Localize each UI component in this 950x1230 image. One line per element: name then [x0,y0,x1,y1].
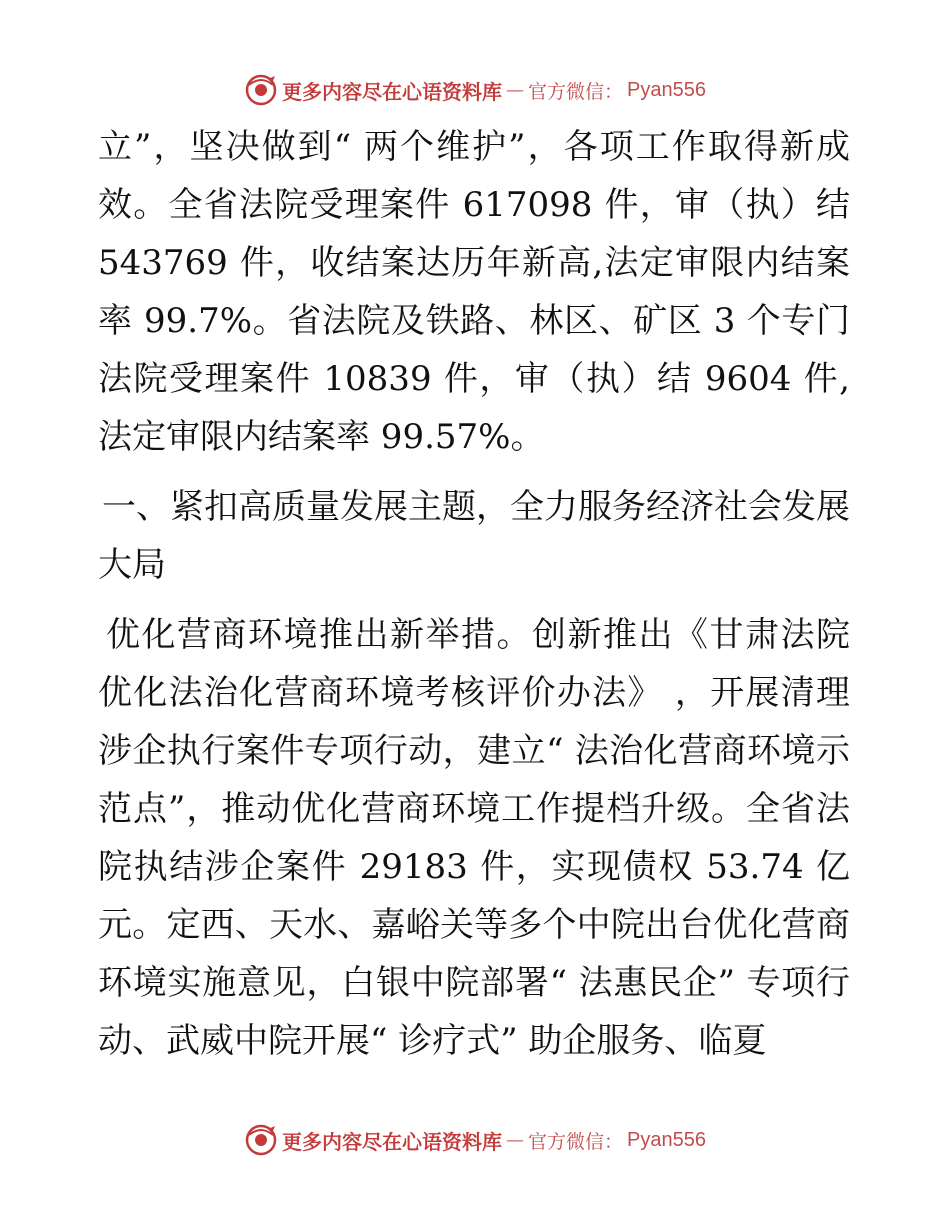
footer-watermark [0,1120,950,1160]
document-body [98,118,850,1070]
watermark-official-label: 官方微信： [528,1130,624,1153]
paragraph-summary: 立”，坚决做到“ 两个维护”，各项工作取得新成效。全省法院受理案件 617098 件，审（执）结 543769 件，收结案达历年新高,法定审限内结案率 99.7%。省法院及铁路、林区、矿区 3 个专门法院受理案件 10839 件，审（执）结 9604 件,法定审限内结案率 99.57%。 [98,127,850,457]
watermark-official-label: 官方微信： [528,80,624,103]
watermark-dash: — [506,79,524,101]
paragraph-business-environment: 优化营商环境推出新举措。创新推出《甘肃法院优化法治化营商环境考核评价办法》 ，开展清理涉企执行案件专项行动，建立“ 法治化营商环境示范点”，推动优化营商环境工作提档升级。全省法院执结涉企案件 29183 件，实现债权 53.74 亿元。定西、天水、嘉峪关等多个中院出台优化营商环境实施意见，白银中院部署“ 法惠民企” 专项行动、武威中院开展“ 诊疗式” 助企服务、临夏 [98,615,850,1061]
watermark-dash: — [506,1129,524,1151]
watermark-wechat-id: Pyan556 [627,1128,706,1151]
watermark-wechat-id: Pyan556 [627,78,706,101]
header-watermark [0,70,950,110]
brand-logo-icon [244,73,278,107]
brand-logo-icon [244,1123,278,1157]
section-heading: 一、紧扣高质量发展主题，全力服务经济社会发展大局 [98,487,850,585]
watermark-brand-text: 更多内容尽在心语资料库 [282,1129,502,1154]
watermark-brand-text: 更多内容尽在心语资料库 [282,79,502,104]
